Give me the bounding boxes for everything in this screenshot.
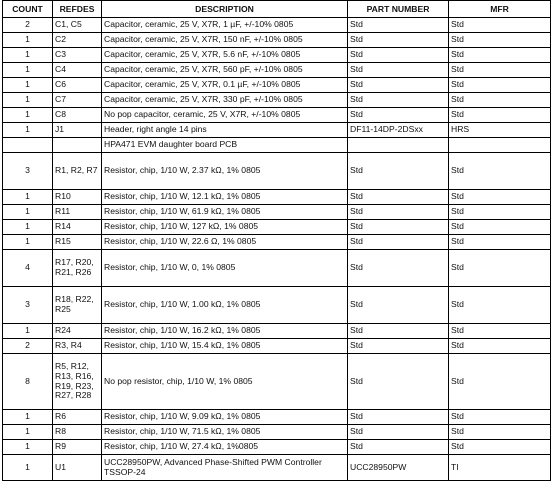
table-row bbox=[3, 425, 551, 440]
cell-part-number: Std bbox=[348, 250, 449, 287]
table-row bbox=[3, 235, 551, 250]
table-row bbox=[3, 250, 551, 287]
cell-part-number: Std bbox=[348, 93, 449, 108]
cell-description: Capacitor, ceramic, 25 V, X7R, 1 µF, +/-10% 0805 bbox=[102, 18, 348, 33]
cell-description: Header, right angle 14 pins bbox=[102, 123, 348, 138]
cell-count: 1 bbox=[3, 220, 53, 235]
cell-count: 1 bbox=[3, 190, 53, 205]
cell-refdes: R5, R12, R13, R16, R19, R23, R27, R28 bbox=[53, 354, 102, 410]
cell-count: 1 bbox=[3, 455, 53, 481]
cell-refdes: R9 bbox=[53, 440, 102, 455]
cell-description: UCC28950PW, Advanced Phase-Shifted PWM Controller TSSOP-24 bbox=[102, 455, 348, 481]
cell-part-number: UCC28950PW bbox=[348, 455, 449, 481]
cell-refdes: R8 bbox=[53, 425, 102, 440]
cell-count bbox=[3, 138, 53, 153]
header-row bbox=[3, 1, 551, 18]
cell-count: 1 bbox=[3, 93, 53, 108]
cell-count: 1 bbox=[3, 324, 53, 339]
header-part-number: PART NUMBER bbox=[348, 1, 449, 18]
cell-mfr: Std bbox=[449, 63, 551, 78]
table-row bbox=[3, 220, 551, 235]
cell-count: 3 bbox=[3, 287, 53, 324]
cell-description: Resistor, chip, 1/10 W, 27.4 kΩ, 1%0805 bbox=[102, 440, 348, 455]
cell-count: 4 bbox=[3, 250, 53, 287]
cell-description: Resistor, chip, 1/10 W, 22.6 Ω, 1% 0805 bbox=[102, 235, 348, 250]
table-row bbox=[3, 287, 551, 324]
cell-part-number: Std bbox=[348, 235, 449, 250]
cell-mfr: Std bbox=[449, 190, 551, 205]
cell-part-number: Std bbox=[348, 78, 449, 93]
cell-mfr: Std bbox=[449, 410, 551, 425]
cell-count: 1 bbox=[3, 33, 53, 48]
header-refdes: REFDES bbox=[53, 1, 102, 18]
cell-refdes: R3, R4 bbox=[53, 339, 102, 354]
cell-mfr: Std bbox=[449, 324, 551, 339]
cell-refdes: R1, R2, R7 bbox=[53, 153, 102, 190]
cell-mfr: Std bbox=[449, 220, 551, 235]
cell-count: 1 bbox=[3, 205, 53, 220]
table-row bbox=[3, 440, 551, 455]
cell-part-number: Std bbox=[348, 153, 449, 190]
cell-refdes: R15 bbox=[53, 235, 102, 250]
table-row bbox=[3, 190, 551, 205]
cell-refdes: J1 bbox=[53, 123, 102, 138]
table-row bbox=[3, 78, 551, 93]
cell-description: No pop resistor, chip, 1/10 W, 1% 0805 bbox=[102, 354, 348, 410]
cell-description: Resistor, chip, 1/10 W, 12.1 kΩ, 1% 0805 bbox=[102, 190, 348, 205]
cell-mfr: Std bbox=[449, 205, 551, 220]
cell-refdes: R11 bbox=[53, 205, 102, 220]
cell-count: 1 bbox=[3, 63, 53, 78]
cell-mfr: TI bbox=[449, 455, 551, 481]
cell-part-number: Std bbox=[348, 425, 449, 440]
cell-refdes: C6 bbox=[53, 78, 102, 93]
cell-part-number: Std bbox=[348, 220, 449, 235]
cell-count: 1 bbox=[3, 123, 53, 138]
cell-part-number: Std bbox=[348, 354, 449, 410]
cell-count: 1 bbox=[3, 440, 53, 455]
table-row bbox=[3, 339, 551, 354]
cell-description: Resistor, chip, 1/10 W, 1.00 kΩ, 1% 0805 bbox=[102, 287, 348, 324]
cell-description: Resistor, chip, 1/10 W, 127 kΩ, 1% 0805 bbox=[102, 220, 348, 235]
cell-refdes: R24 bbox=[53, 324, 102, 339]
cell-mfr: Std bbox=[449, 425, 551, 440]
cell-mfr bbox=[449, 138, 551, 153]
cell-count: 1 bbox=[3, 410, 53, 425]
cell-count: 1 bbox=[3, 78, 53, 93]
cell-mfr: Std bbox=[449, 339, 551, 354]
cell-count: 2 bbox=[3, 18, 53, 33]
cell-refdes: C3 bbox=[53, 48, 102, 63]
table-row bbox=[3, 455, 551, 481]
cell-mfr: Std bbox=[449, 33, 551, 48]
cell-mfr: Std bbox=[449, 108, 551, 123]
cell-mfr: Std bbox=[449, 18, 551, 33]
cell-part-number: Std bbox=[348, 18, 449, 33]
cell-refdes: C1, C5 bbox=[53, 18, 102, 33]
cell-refdes: R14 bbox=[53, 220, 102, 235]
cell-part-number: Std bbox=[348, 339, 449, 354]
header-description: DESCRIPTION bbox=[102, 1, 348, 18]
table-row bbox=[3, 153, 551, 190]
table-row bbox=[3, 48, 551, 63]
cell-description: Resistor, chip, 1/10 W, 71.5 kΩ, 1% 0805 bbox=[102, 425, 348, 440]
cell-refdes: C8 bbox=[53, 108, 102, 123]
cell-description: Resistor, chip, 1/10 W, 2.37 kΩ, 1% 0805 bbox=[102, 153, 348, 190]
cell-part-number: Std bbox=[348, 440, 449, 455]
table-row bbox=[3, 205, 551, 220]
cell-refdes: R18, R22, R25 bbox=[53, 287, 102, 324]
cell-part-number: Std bbox=[348, 287, 449, 324]
cell-mfr: Std bbox=[449, 250, 551, 287]
cell-mfr: Std bbox=[449, 354, 551, 410]
cell-description: No pop capacitor, ceramic, 25 V, X7R, +/-10% 0805 bbox=[102, 108, 348, 123]
cell-part-number: Std bbox=[348, 190, 449, 205]
cell-part-number bbox=[348, 138, 449, 153]
cell-refdes: C4 bbox=[53, 63, 102, 78]
cell-description: Capacitor, ceramic, 25 V, X7R, 150 nF, +/-10% 0805 bbox=[102, 33, 348, 48]
cell-count: 1 bbox=[3, 425, 53, 440]
header-mfr: MFR bbox=[449, 1, 551, 18]
cell-mfr: Std bbox=[449, 153, 551, 190]
cell-count: 1 bbox=[3, 108, 53, 123]
cell-refdes: R10 bbox=[53, 190, 102, 205]
cell-part-number: Std bbox=[348, 324, 449, 339]
cell-mfr: Std bbox=[449, 48, 551, 63]
cell-refdes bbox=[53, 138, 102, 153]
cell-count: 2 bbox=[3, 339, 53, 354]
cell-count: 1 bbox=[3, 48, 53, 63]
cell-part-number: Std bbox=[348, 33, 449, 48]
cell-mfr: HRS bbox=[449, 123, 551, 138]
cell-refdes: C7 bbox=[53, 93, 102, 108]
cell-mfr: Std bbox=[449, 78, 551, 93]
bom-table bbox=[2, 0, 551, 481]
cell-part-number: Std bbox=[348, 63, 449, 78]
cell-description: Resistor, chip, 1/10 W, 9.09 kΩ, 1% 0805 bbox=[102, 410, 348, 425]
cell-description: Capacitor, ceramic, 25 V, X7R, 330 pF, +/-10% 0805 bbox=[102, 93, 348, 108]
table-row bbox=[3, 324, 551, 339]
bom-body bbox=[3, 18, 551, 481]
cell-refdes: U1 bbox=[53, 455, 102, 481]
cell-description: Resistor, chip, 1/10 W, 15.4 kΩ, 1% 0805 bbox=[102, 339, 348, 354]
cell-mfr: Std bbox=[449, 93, 551, 108]
cell-description: HPA471 EVM daughter board PCB bbox=[102, 138, 348, 153]
cell-description: Resistor, chip, 1/10 W, 0, 1% 0805 bbox=[102, 250, 348, 287]
cell-count: 1 bbox=[3, 235, 53, 250]
cell-description: Resistor, chip, 1/10 W, 16.2 kΩ, 1% 0805 bbox=[102, 324, 348, 339]
cell-mfr: Std bbox=[449, 287, 551, 324]
cell-refdes: C2 bbox=[53, 33, 102, 48]
cell-count: 3 bbox=[3, 153, 53, 190]
cell-mfr: Std bbox=[449, 235, 551, 250]
cell-description: Capacitor, ceramic, 25 V, X7R, 0.1 µF, +/-10% 0805 bbox=[102, 78, 348, 93]
cell-part-number: DF11-14DP-2DSxx bbox=[348, 123, 449, 138]
header-count: COUNT bbox=[3, 1, 53, 18]
table-row bbox=[3, 93, 551, 108]
cell-part-number: Std bbox=[348, 108, 449, 123]
table-row bbox=[3, 410, 551, 425]
table-row bbox=[3, 354, 551, 410]
table-row bbox=[3, 63, 551, 78]
cell-description: Capacitor, ceramic, 25 V, X7R, 560 pF, +/-10% 0805 bbox=[102, 63, 348, 78]
cell-description: Resistor, chip, 1/10 W, 61.9 kΩ, 1% 0805 bbox=[102, 205, 348, 220]
table-row bbox=[3, 138, 551, 153]
table-row bbox=[3, 123, 551, 138]
table-row bbox=[3, 108, 551, 123]
table-row bbox=[3, 33, 551, 48]
cell-part-number: Std bbox=[348, 205, 449, 220]
table-row bbox=[3, 18, 551, 33]
cell-part-number: Std bbox=[348, 410, 449, 425]
cell-mfr: Std bbox=[449, 440, 551, 455]
cell-part-number: Std bbox=[348, 48, 449, 63]
cell-count: 8 bbox=[3, 354, 53, 410]
cell-description: Capacitor, ceramic, 25 V, X7R, 5.6 nF, +/-10% 0805 bbox=[102, 48, 348, 63]
cell-refdes: R6 bbox=[53, 410, 102, 425]
cell-refdes: R17, R20, R21, R26 bbox=[53, 250, 102, 287]
